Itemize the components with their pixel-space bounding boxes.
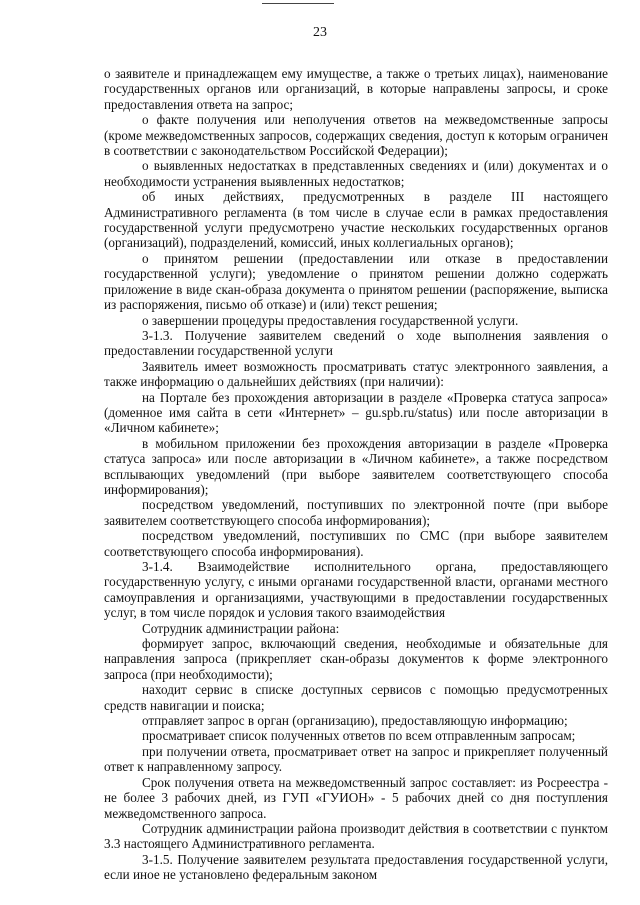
paragraph: отправляет запрос в орган (организацию), предоставляющую информацию; <box>142 713 568 729</box>
paragraph: посредством уведомлений, поступивших по СМС (при выборе заявителем соответствующего способа информирования). <box>104 528 608 559</box>
paragraph: о заявителе и принадлежащем ему имуществе, а также о третьих лицах), наименование государственных органов или организаций, в которые направлены запросы, и сроке предоставления ответа на запрос; <box>104 66 608 112</box>
paragraph: на Портале без прохождения авторизации в разделе «Проверка статуса запроса» (доменное имя сайта в сети «Интернет» – gu.spb.ru/status) или после авторизации в «Личном кабинете»; <box>104 389 608 436</box>
paragraph: просматривает список полученных ответов по всем отправленным запросам; <box>142 728 576 744</box>
paragraph: Срок получения ответа на межведомственный запрос составляет: из Росреестра - не более 3 рабочих дней, из ГУП «ГУИОН» - 5 рабочих дней со дня поступления межведомственного запроса. <box>104 774 608 821</box>
paragraph: в мобильном приложении без прохождения авторизации в разделе «Проверка статуса запроса» или после авторизации в «Личном кабинете», а также посредством всплывающих уведомлений (при выборе заявителем соответствующего способа информирования); <box>104 435 608 497</box>
paragraph: 3-1.4. Взаимодействие исполнительного органа, предоставляющего государственную услугу, с иными органами государственной власти, органами местного самоуправления и организациями, участвующими в предоставлении государственных услуг, в том числе порядок и условия такого взаимодействия <box>104 559 608 621</box>
paragraph: 3-1.3. Получение заявителем сведений о ходе выполнения заявления о предоставлении государственной услуги <box>104 327 608 359</box>
paragraph: 3-1.5. Получение заявителем результата предоставления государственной услуги, если иное не установлено федеральным законом <box>104 851 608 883</box>
paragraph: об иных действиях, предусмотренных в разделе III настоящего Административного регламента (в том числе в случае если в рамках предоставления государственной услуги предусмотрено участие нескольких государственных органов (организаций), подразделений, комиссий, иных коллегиальных органов); <box>104 189 608 251</box>
top-divider <box>262 3 334 4</box>
paragraph: находит сервис в списке доступных сервисов с помощью предусмотренных средств навигации и поиска; <box>104 682 608 713</box>
paragraph: о выявленных недостатках в представленных сведениях и (или) документах и о необходимости устранения выявленных недостатков; <box>104 158 608 189</box>
document-body <box>104 66 608 883</box>
page-number: 23 <box>313 25 327 40</box>
paragraph: Заявитель имеет возможность просматривать статус электронного заявления, а также информацию о дальнейших действиях (при наличии): <box>104 358 608 390</box>
paragraph: посредством уведомлений, поступивших по электронной почте (при выборе заявителем соответствующего способа информирования); <box>104 497 608 528</box>
paragraph: о факте получения или неполучения ответов на межведомственные запросы (кроме межведомственных запросов, содержащих сведения, доступ к которым ограничен в соответствии с законодательством Российской Федерации); <box>104 112 608 159</box>
paragraph: Сотрудник администрации района производит действия в соответствии с пунктом 3.3 настоящего Административного регламента. <box>104 820 608 852</box>
paragraph: Сотрудник администрации района: <box>142 620 340 636</box>
paragraph: формирует запрос, включающий сведения, необходимые и обязательные для направления запроса (прикрепляет скан-образы документов к форме электронного запроса (при необходимости); <box>104 636 608 682</box>
paragraph: о принятом решении (предоставлении или отказе в предоставлении государственной услуги); уведомление о принятом решении должно содержать приложение в виде скан-образа документа о принятом решении (распоряжение, выписка из распоряжения, письмо об отказе) и (или) текст решения; <box>104 250 608 313</box>
paragraph: о завершении процедуры предоставления государственной услуги. <box>142 312 519 328</box>
paragraph: при получении ответа, просматривает ответ на запрос и прикрепляет полученный ответ к направленному запросу. <box>104 743 608 775</box>
